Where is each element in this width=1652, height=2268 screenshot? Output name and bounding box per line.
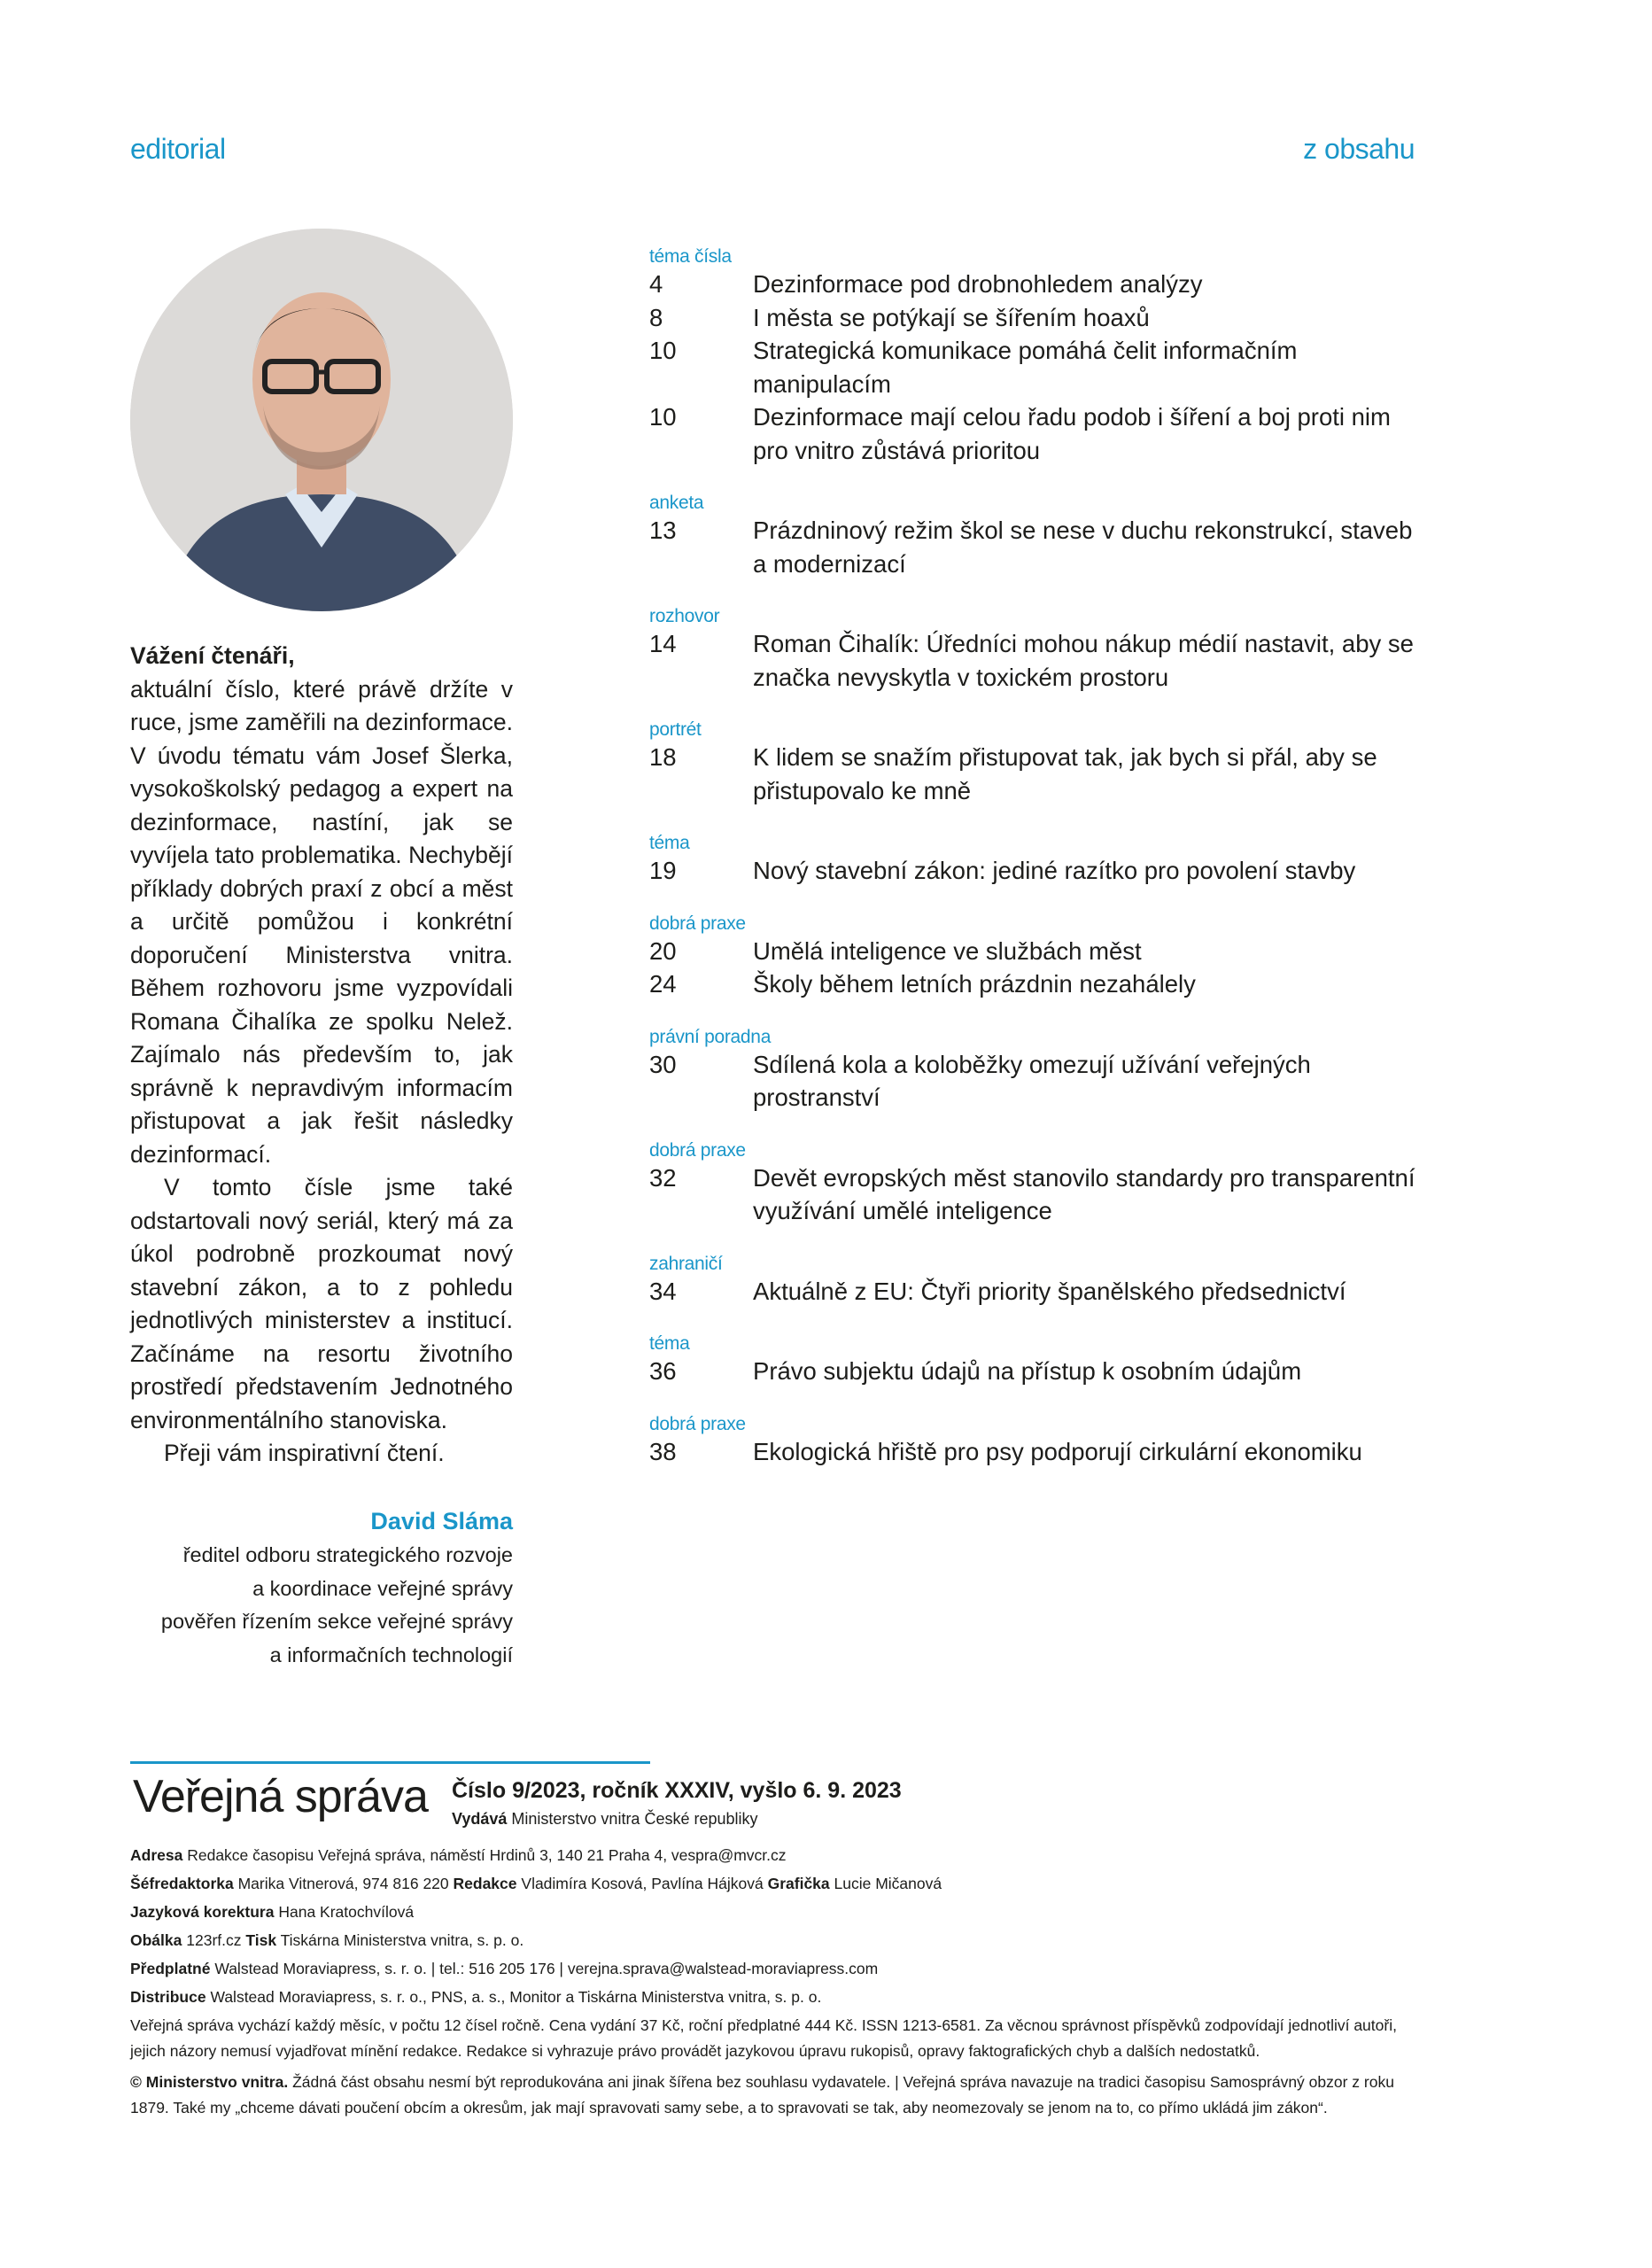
imprint-value: Tiskárna Ministerstva vnitra, s. p. o. bbox=[280, 1931, 524, 1949]
toc-article-title: Dezinformace pod drobnohledem analýzy bbox=[753, 270, 1203, 298]
toc-entry[interactable] bbox=[649, 400, 1420, 467]
publisher-value: Ministerstvo vnitra České republiky bbox=[511, 1810, 758, 1828]
imprint-label: Distribuce bbox=[130, 1988, 206, 2006]
toc-page-number: 14 bbox=[649, 630, 677, 657]
editorial-paragraph-2: V tomto čísle jsme také odstartovali nový seriál, který má za úkol podrobně prozkoumat nový stavební zákon, a to z pohledu jednotlivých ministerstev a institucí. Začínáme na resortu životního prostředí představením Jednotného environmentálního stanoviska. bbox=[130, 1174, 513, 1433]
toc-section-label: dobrá praxe bbox=[649, 1413, 746, 1434]
author-name: David Sláma bbox=[370, 1508, 513, 1534]
toc-entry[interactable] bbox=[649, 1048, 1420, 1115]
imprint bbox=[130, 1841, 1419, 2121]
imprint-address bbox=[130, 1841, 1419, 1869]
toc-page-number: 30 bbox=[649, 1050, 677, 1078]
toc-section-label: téma bbox=[649, 833, 690, 853]
toc-section bbox=[649, 1333, 1420, 1388]
toc-article-title: Umělá inteligence ve službách měst bbox=[753, 936, 1142, 965]
toc-section bbox=[649, 719, 1420, 807]
toc-page-number: 38 bbox=[649, 1437, 677, 1465]
imprint-value: Hana Kratochvílová bbox=[278, 1903, 415, 1921]
imprint-value: Žádná část obsahu nesmí být reprodukována ani jinak šířena bez souhlasu vydavatele. | Veřejná správa navazuje na tradici časopisu Samosprávný obzor z roku 1879. Také my „chceme dávati poučení obcím a okresům, jak mají spravovati samy sebe, a to spravovati se tak, aby neomezovaly se jenom na to, co přímo ukládá jim zákon“. bbox=[130, 2073, 1394, 2117]
toc-article-title: Dezinformace mají celou řadu podob i šíření a boj proti nim pro vnitro zůstává prioritou bbox=[753, 403, 1391, 464]
masthead-divider bbox=[130, 1761, 650, 1764]
toc-entry[interactable] bbox=[649, 935, 1420, 968]
toc-entry[interactable] bbox=[649, 514, 1420, 580]
toc-entry[interactable] bbox=[649, 1275, 1420, 1309]
toc-section bbox=[649, 833, 1420, 888]
imprint-production bbox=[130, 1926, 1419, 1954]
toc-section bbox=[649, 606, 1420, 694]
toc-article-title: Právo subjektu údajů na přístup k osobním údajům bbox=[753, 1357, 1302, 1385]
toc-section-label: anketa bbox=[649, 493, 704, 513]
imprint-label: © Ministerstvo vnitra. bbox=[130, 2073, 289, 2091]
imprint-value: Vladimíra Kosová, Pavlína Hájková bbox=[521, 1875, 764, 1892]
imprint-label: Obálka bbox=[130, 1931, 182, 1949]
toc-article-title: Sdílená kola a koloběžky omezují užívání veřejných prostranství bbox=[753, 1050, 1311, 1111]
imprint-label: Jazyková korektura bbox=[130, 1903, 275, 1921]
magazine-logo: Veřejná správa bbox=[133, 1771, 428, 1822]
imprint-label: Adresa bbox=[130, 1846, 183, 1864]
imprint-proofreading bbox=[130, 1898, 1419, 1926]
author-portrait-illustration bbox=[130, 229, 513, 611]
toc-section-label: téma bbox=[649, 1333, 690, 1354]
toc-page-number: 34 bbox=[649, 1277, 677, 1305]
imprint-note: Veřejná správa vychází každý měsíc, v počtu 12 čísel ročně. Cena vydání 37 Kč, roční předplatné 444 Kč. ISSN 1213-6581. Za věcnou správnost příspěvků zodpovídají jednotliví autoři, jejich názory nemusí vyjadřovat mínění redakce. Redakce si vyhrazuje právo provádět jazykovou úpravu rukopisů, opravy faktografických chyb a dalších nedostatků. bbox=[130, 2016, 1397, 2060]
section-header-editorial: editorial bbox=[130, 133, 226, 165]
imprint-label: Předplatné bbox=[130, 1960, 211, 1977]
publisher-line bbox=[452, 1810, 758, 1829]
toc-section-label: právní poradna bbox=[649, 1026, 772, 1047]
toc-page-number: 19 bbox=[649, 857, 677, 884]
toc-entry[interactable] bbox=[649, 967, 1420, 1001]
toc-page-number: 18 bbox=[649, 743, 677, 771]
toc-section bbox=[649, 1140, 1420, 1228]
editorial-text bbox=[130, 640, 513, 1471]
toc-section bbox=[649, 1414, 1420, 1469]
toc-page-number: 36 bbox=[649, 1357, 677, 1385]
toc-section bbox=[649, 1027, 1420, 1115]
toc-section-label: téma čísla bbox=[649, 246, 732, 267]
toc-section bbox=[649, 913, 1420, 1001]
toc-section-label: rozhovor bbox=[649, 606, 720, 626]
toc-article-title: Ekologická hřiště pro psy podporují cirkulární ekonomiku bbox=[753, 1437, 1362, 1465]
toc-article-title: Školy během letních prázdnin nezahálely bbox=[753, 970, 1196, 998]
imprint-label: Šéfredaktorka bbox=[130, 1875, 234, 1892]
toc-page-number: 10 bbox=[649, 403, 677, 431]
imprint-value: Walstead Moraviapress, s. r. o., PNS, a. s., Monitor a Tiskárna Ministerstva vnitra, s. p. o. bbox=[210, 1988, 822, 2006]
toc-section bbox=[649, 1254, 1420, 1309]
author-role-line: a koordinace veřejné správy bbox=[252, 1576, 513, 1600]
toc-page-number: 4 bbox=[649, 270, 663, 298]
toc-section-label: zahraničí bbox=[649, 1253, 723, 1274]
toc-page-number: 10 bbox=[649, 337, 677, 364]
toc-section-label: dobrá praxe bbox=[649, 913, 746, 934]
toc-article-title: Roman Čihalík: Úředníci mohou nákup médií nastavit, aby se značka nevyskytla v toxickém prostoru bbox=[753, 630, 1414, 691]
imprint-value: Walstead Moraviapress, s. r. o. | tel.: 516 205 176 | verejna.sprava@walstead-moraviapress.com bbox=[214, 1960, 879, 1977]
imprint-subscription bbox=[130, 1954, 1419, 1983]
imprint-value: Redakce časopisu Veřejná správa, náměstí Hrdinů 3, 140 21 Praha 4, vespra@mvcr.cz bbox=[187, 1846, 787, 1864]
editorial-greeting: Vážení čtenáři, bbox=[130, 642, 295, 669]
toc-article-title: Aktuálně z EU: Čtyři priority španělského předsednictví bbox=[753, 1277, 1346, 1305]
issue-info: Číslo 9/2023, ročník XXXIV, vyšlo 6. 9. 2023 bbox=[452, 1778, 902, 1803]
imprint-label: Tisk bbox=[245, 1931, 277, 1949]
toc-article-title: Devět evropských měst stanovilo standardy pro transparentní využívání umělé inteligence bbox=[753, 1163, 1415, 1224]
toc-entry[interactable] bbox=[649, 854, 1420, 888]
toc-entry[interactable] bbox=[649, 301, 1420, 335]
imprint-value: Lucie Mičanová bbox=[834, 1875, 942, 1892]
author-role-line: ředitel odboru strategického rozvoje bbox=[182, 1543, 513, 1566]
imprint-distribution bbox=[130, 1983, 1419, 2011]
author-portrait bbox=[130, 229, 513, 611]
toc-page-number: 24 bbox=[649, 970, 677, 998]
toc-entry[interactable] bbox=[649, 268, 1420, 301]
toc-article-title: Nový stavební zákon: jediné razítko pro povolení stavby bbox=[753, 857, 1356, 884]
editorial-paragraph-1: aktuální číslo, které právě držíte v ruce, jsme zaměřili na dezinformace. V úvodu tématu vám Josef Šlerka, vysokoškolský pedagog a expert na dezinformace, nastíní, jak se vyvíjela tato problematika. Nechybějí příklady dobrých praxí z obcí a měst a určitě pomůžou i konkrétní doporučení Ministerstva vnitra. Během rozhovoru jsme vyzpovídali Romana Čihalíka ze spolku Nelež. Zajímalo nás především to, jak správně k nepravdivým informacím přistupovat a jak řešit následky dezinformací. bbox=[130, 675, 513, 1168]
toc-entry[interactable] bbox=[649, 1435, 1420, 1469]
toc-entry[interactable] bbox=[649, 1161, 1420, 1228]
toc-section bbox=[649, 246, 1420, 467]
toc-entry[interactable] bbox=[649, 627, 1420, 694]
imprint-copyright bbox=[130, 2070, 1419, 2121]
editorial-paragraph-3: Přeji vám inspirativní čtení. bbox=[164, 1440, 445, 1466]
toc-article-title: Prázdninový režim škol se nese v duchu rekonstrukcí, staveb a modernizací bbox=[753, 517, 1413, 578]
author-role-line: a informačních technologií bbox=[269, 1643, 513, 1666]
imprint-value: Marika Vitnerová, 974 816 220 bbox=[237, 1875, 449, 1892]
imprint-staff bbox=[130, 1869, 1419, 1898]
imprint-label: Redakce bbox=[453, 1875, 517, 1892]
toc-page-number: 13 bbox=[649, 517, 677, 544]
toc-article-title: K lidem se snažím přistupovat tak, jak bych si přál, aby se přistupovalo ke mně bbox=[753, 743, 1377, 804]
toc-page-number: 8 bbox=[649, 303, 663, 331]
author-role-line: pověřen řízením sekce veřejné správy bbox=[160, 1610, 513, 1633]
toc-article-title: I města se potýkají se šířením hoaxů bbox=[753, 303, 1150, 331]
section-header-contents: z obsahu bbox=[1303, 133, 1415, 165]
toc-entry[interactable] bbox=[649, 334, 1420, 400]
toc-page-number: 32 bbox=[649, 1163, 677, 1192]
toc-page-number: 20 bbox=[649, 936, 677, 965]
publisher-label: Vydává bbox=[452, 1810, 508, 1828]
imprint-label: Grafička bbox=[767, 1875, 830, 1892]
imprint-value: 123rf.cz bbox=[186, 1931, 242, 1949]
toc-section-label: portrét bbox=[649, 719, 702, 740]
editorial-signature bbox=[130, 1503, 513, 1672]
table-of-contents bbox=[649, 246, 1420, 1494]
toc-entry[interactable] bbox=[649, 1355, 1420, 1388]
toc-entry[interactable] bbox=[649, 741, 1420, 807]
toc-article-title: Strategická komunikace pomáhá čelit informačním manipulacím bbox=[753, 337, 1298, 398]
toc-section bbox=[649, 493, 1420, 580]
toc-section-label: dobrá praxe bbox=[649, 1139, 746, 1161]
